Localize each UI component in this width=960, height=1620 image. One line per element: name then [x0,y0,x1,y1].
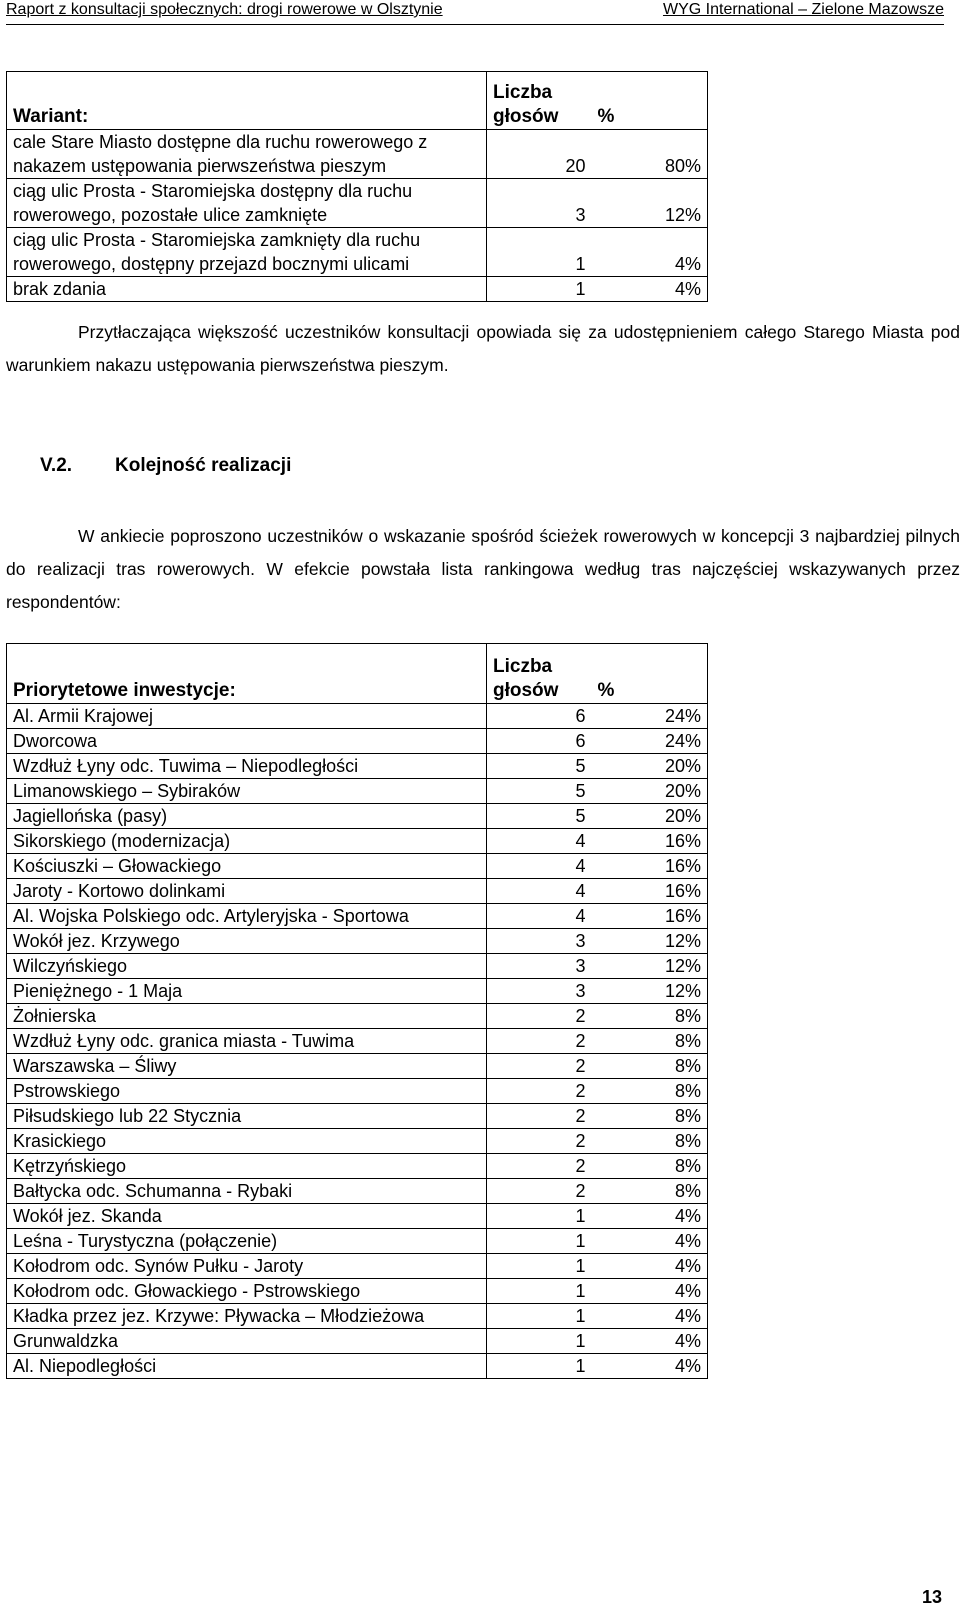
row-label: Grunwaldzka [7,1329,487,1354]
row-percent: 80% [592,130,708,179]
row-votes: 6 [487,729,592,754]
row-votes: 1 [487,1329,592,1354]
table-row [7,1179,708,1204]
row-label: Jagiellońska (pasy) [7,804,487,829]
row-label: Kołodrom odc. Głowackiego - Pstrowskiego [7,1279,487,1304]
row-votes: 3 [487,979,592,1004]
row-votes: 2 [487,1154,592,1179]
percent-header-2: % [592,644,708,704]
row-votes: 1 [487,1229,592,1254]
row-label: Pieniężnego - 1 Maja [7,979,487,1004]
row-label: Leśna - Turystyczna (połączenie) [7,1229,487,1254]
row-percent: 4% [592,1279,708,1304]
table-row [7,779,708,804]
row-percent: 8% [592,1104,708,1129]
row-label: Kościuszki – Głowackiego [7,854,487,879]
row-votes: 1 [487,1254,592,1279]
paragraph-survey [6,520,960,619]
votes-header-2: Liczba głosów [487,644,592,704]
table-row [7,1254,708,1279]
row-label: ciąg ulic Prosta - Staromiejska zamknięty dla ruchu rowerowego, dostępny przejazd bocznymi ulicami [7,228,487,277]
header-report-title: Raport z konsultacji społecznych: drogi rowerowe w Olsztynie [6,1,443,18]
section-title: Kolejność realizacji [115,455,292,476]
header-authors: WYG International – Zielone Mazowsze [662,1,944,18]
row-label: Żołnierska [7,1004,487,1029]
row-votes: 1 [487,1304,592,1329]
table-row [7,1104,708,1129]
row-percent: 4% [592,1304,708,1329]
row-percent: 12% [592,954,708,979]
row-percent: 4% [592,1329,708,1354]
row-percent: 8% [592,1079,708,1104]
row-votes: 20 [487,130,592,179]
row-percent: 12% [592,179,708,228]
row-votes: 6 [487,704,592,729]
row-label: Limanowskiego – Sybiraków [7,779,487,804]
table-row [7,1204,708,1229]
row-votes: 2 [487,1004,592,1029]
row-label: Pstrowskiego [7,1079,487,1104]
row-label: ciąg ulic Prosta - Staromiejska dostępny dla ruchu rowerowego, pozostałe ulice zamknięte [7,179,487,228]
table-row [7,1329,708,1354]
variant-table-body [7,130,708,302]
row-percent: 20% [592,779,708,804]
row-label: Bałtycka odc. Schumanna - Rybaki [7,1179,487,1204]
row-percent: 8% [592,1054,708,1079]
row-label: Warszawska – Śliwy [7,1054,487,1079]
row-votes: 2 [487,1079,592,1104]
table-row [7,130,708,179]
row-percent: 24% [592,704,708,729]
row-label: Jaroty - Kortowo dolinkami [7,879,487,904]
row-label: Wzdłuż Łyny odc. granica miasta - Tuwima [7,1029,487,1054]
row-votes: 2 [487,1104,592,1129]
row-label: Wzdłuż Łyny odc. Tuwima – Niepodległości [7,754,487,779]
row-label: Krasickiego [7,1129,487,1154]
variant-header: Wariant: [7,72,487,130]
row-votes: 4 [487,879,592,904]
row-votes: 1 [487,228,592,277]
page-number: 13 [921,1587,942,1607]
table-row [7,929,708,954]
row-label: Al. Niepodległości [7,1354,487,1379]
row-percent: 8% [592,1179,708,1204]
table-row [7,879,708,904]
row-votes: 4 [487,904,592,929]
table-row [7,1129,708,1154]
row-label: Dworcowa [7,729,487,754]
row-percent: 8% [592,1004,708,1029]
row-votes: 3 [487,954,592,979]
paragraph-majority-text: Przytłaczająca większość uczestników konsultacji opowiada się za udostępnieniem całego Starego Miasta pod warunkiem nakazu ustępowania pierwszeństwa pieszym. [6,322,960,375]
table-row [7,729,708,754]
table-row [7,954,708,979]
row-label: Piłsudskiego lub 22 Stycznia [7,1104,487,1129]
row-label: Al. Armii Krajowej [7,704,487,729]
row-votes: 4 [487,829,592,854]
row-votes: 5 [487,779,592,804]
section-number: V.2. [40,455,73,476]
table-row [7,1304,708,1329]
row-votes: 3 [487,179,592,228]
row-label: Wokół jez. Krzywego [7,929,487,954]
row-label: Al. Wojska Polskiego odc. Artyleryjska - Sportowa [7,904,487,929]
row-percent: 16% [592,904,708,929]
row-percent: 4% [592,1229,708,1254]
row-label: Wilczyńskiego [7,954,487,979]
row-percent: 20% [592,804,708,829]
row-label: Kołodrom odc. Synów Pułku - Jaroty [7,1254,487,1279]
table-row [7,1004,708,1029]
table-row [7,754,708,779]
row-percent: 16% [592,879,708,904]
row-label: Sikorskiego (modernizacja) [7,829,487,854]
row-percent: 8% [592,1129,708,1154]
paragraph-majority [6,316,960,382]
row-label: Kętrzyńskiego [7,1154,487,1179]
table-row [7,704,708,729]
table-row [7,829,708,854]
row-percent: 12% [592,929,708,954]
row-percent: 8% [592,1029,708,1054]
investments-table-body [7,704,708,1379]
table-row [7,277,708,302]
row-votes: 2 [487,1179,592,1204]
row-votes: 1 [487,1354,592,1379]
row-percent: 4% [592,228,708,277]
table-row [7,804,708,829]
table-row [7,854,708,879]
row-votes: 3 [487,929,592,954]
paragraph-survey-text: W ankiecie poproszono uczestników o wskazanie spośród ścieżek rowerowych w koncepcji 3 najbardziej pilnych do realizacji tras rowerowych. W efekcie powstała lista rankingowa według tras najczęściej wskazywanych przez respondentów: [6,526,960,612]
row-votes: 1 [487,1204,592,1229]
table-row [7,904,708,929]
table-row [7,1154,708,1179]
page-header [6,0,944,25]
table-row [7,1354,708,1379]
row-percent: 4% [592,1254,708,1279]
row-percent: 12% [592,979,708,1004]
row-label: Wokół jez. Skanda [7,1204,487,1229]
row-votes: 2 [487,1029,592,1054]
priority-investments-table [6,643,708,1379]
table-row [7,1229,708,1254]
percent-header: % [592,72,708,130]
table-row [7,1279,708,1304]
row-votes: 1 [487,1279,592,1304]
investments-header: Priorytetowe inwestycje: [7,644,487,704]
table-row [7,979,708,1004]
row-votes: 5 [487,804,592,829]
row-label: Kładka przez jez. Krzywe: Pływacka – Młodzieżowa [7,1304,487,1329]
row-votes: 1 [487,277,592,302]
table-row [7,1079,708,1104]
row-votes: 2 [487,1054,592,1079]
row-votes: 5 [487,754,592,779]
row-percent: 4% [592,1354,708,1379]
row-percent: 4% [592,1204,708,1229]
variant-votes-table [6,71,708,302]
row-votes: 2 [487,1129,592,1154]
row-percent: 16% [592,854,708,879]
row-percent: 20% [592,754,708,779]
row-label: cale Stare Miasto dostępne dla ruchu rowerowego z nakazem ustępowania pierwszeństwa pieszym [7,130,487,179]
row-percent: 8% [592,1154,708,1179]
table-row [7,1029,708,1054]
table-row [7,228,708,277]
row-percent: 24% [592,729,708,754]
table-row [7,1054,708,1079]
row-label: brak zdania [7,277,487,302]
row-votes: 4 [487,854,592,879]
table-row [7,179,708,228]
row-percent: 4% [592,277,708,302]
row-percent: 16% [592,829,708,854]
votes-header: Liczba głosów [487,72,592,130]
section-heading [40,455,291,477]
